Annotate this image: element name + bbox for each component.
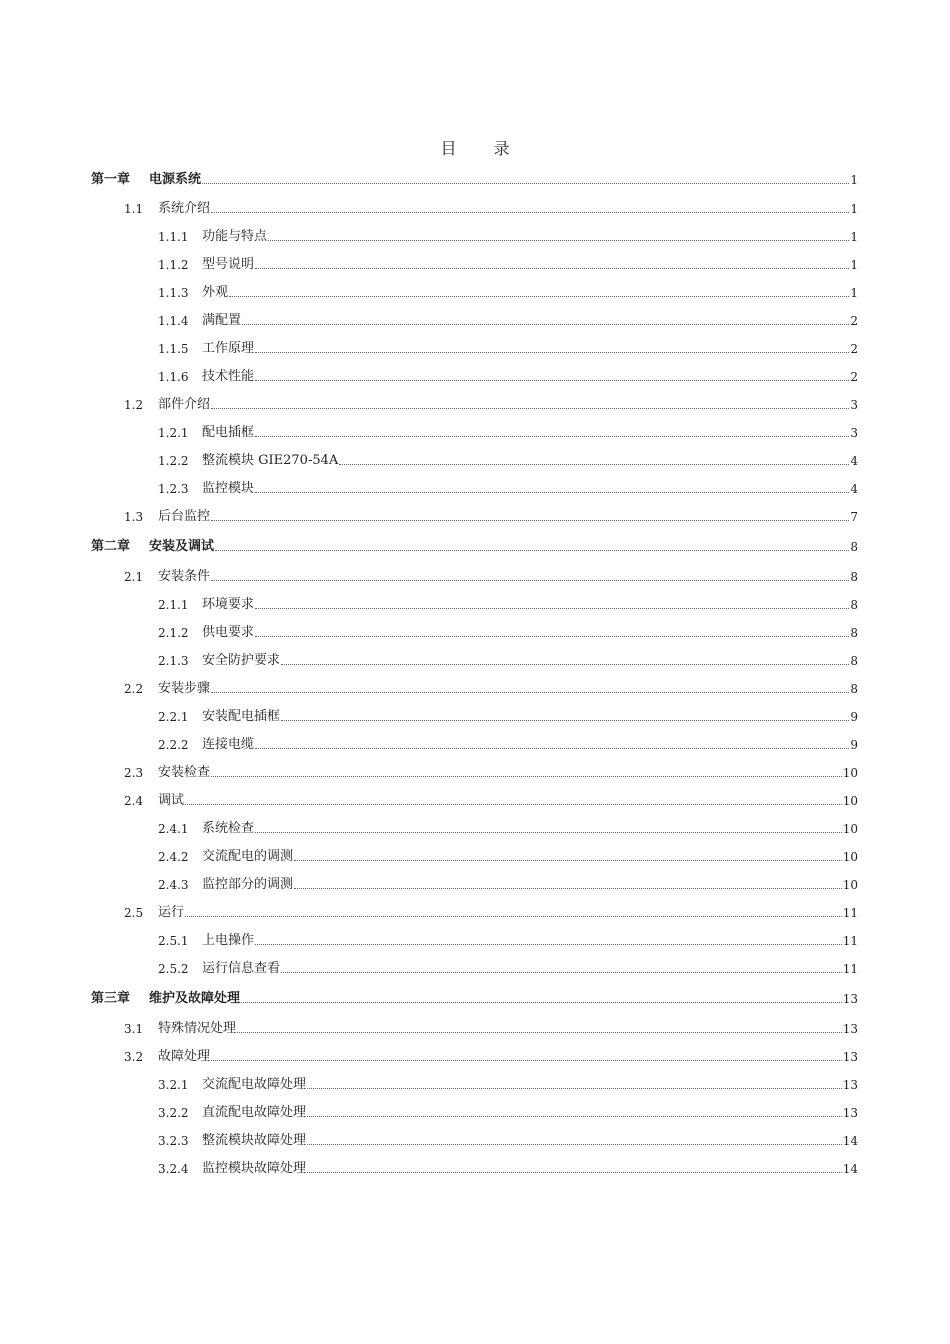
toc-entry[interactable] xyxy=(124,681,858,697)
toc-entry-number: 2.5 xyxy=(124,906,144,920)
toc-entry[interactable] xyxy=(158,453,858,469)
toc-dot-leader xyxy=(268,239,849,241)
toc-entry[interactable] xyxy=(158,229,858,245)
toc-entry-number: 1.1.2 xyxy=(158,258,189,272)
toc-entry-title: 上电操作 xyxy=(202,933,255,948)
toc-entry[interactable] xyxy=(158,1105,858,1121)
toc-entry[interactable] xyxy=(158,961,858,977)
toc-dot-leader xyxy=(307,1087,842,1089)
toc-entry-title: 交流配电故障处理 xyxy=(202,1077,307,1092)
toc-entry-number: 2.1.1 xyxy=(158,598,189,612)
toc-entry-title: 安装步骤 xyxy=(158,681,211,696)
toc-entry-page-number: 11 xyxy=(842,934,858,948)
toc-entry[interactable] xyxy=(158,597,858,613)
toc-entry-page-number: 8 xyxy=(850,598,858,612)
toc-entry-page-number: 4 xyxy=(850,454,858,468)
toc-entry-title: 调试 xyxy=(158,793,185,808)
toc-entry-title: 安装条件 xyxy=(158,569,211,584)
toc-entry[interactable] xyxy=(158,313,858,329)
toc-entry[interactable] xyxy=(158,933,858,949)
toc-entry-title: 安装配电插框 xyxy=(202,709,281,724)
toc-entry-number: 2.1 xyxy=(124,570,144,584)
toc-dot-leader xyxy=(307,1115,842,1117)
toc-entry[interactable] xyxy=(124,765,858,781)
toc-dot-leader xyxy=(242,323,849,325)
toc-entry-page-number: 2 xyxy=(850,342,858,356)
toc-dot-leader xyxy=(255,943,842,945)
toc-entry-number: 2.4.1 xyxy=(158,822,189,836)
toc-entry-title: 整流模块 GIE270-54A xyxy=(202,453,339,468)
toc-dot-leader xyxy=(229,295,849,297)
toc-entry-number: 第三章 xyxy=(91,991,131,1006)
toc-dot-leader xyxy=(202,182,849,184)
toc-entry-page-number: 9 xyxy=(850,710,858,724)
toc-entry-number: 第二章 xyxy=(91,539,131,554)
toc-entry-title: 安装检查 xyxy=(158,765,211,780)
toc-entry-title: 监控模块 xyxy=(202,481,255,496)
toc-entry-title: 故障处理 xyxy=(158,1049,211,1064)
toc-entry[interactable] xyxy=(158,425,858,441)
toc-entry-page-number: 13 xyxy=(842,1022,858,1036)
toc-entry-page-number: 13 xyxy=(842,1078,858,1092)
toc-entry-number: 第一章 xyxy=(91,172,131,187)
toc-entry[interactable] xyxy=(91,172,858,188)
toc-entry[interactable] xyxy=(158,877,858,893)
toc-dot-leader xyxy=(255,607,849,609)
toc-dot-leader xyxy=(215,549,849,551)
toc-entry-title: 型号说明 xyxy=(202,257,255,272)
toc-entry[interactable] xyxy=(124,1021,858,1037)
toc-entry[interactable] xyxy=(124,201,858,217)
toc-entry-page-number: 1 xyxy=(850,202,858,216)
toc-entry[interactable] xyxy=(158,653,858,669)
toc-dot-leader xyxy=(185,803,842,805)
toc-entry-title: 配电插框 xyxy=(202,425,255,440)
toc-entry-page-number: 8 xyxy=(850,682,858,696)
toc-entry-page-number: 9 xyxy=(850,738,858,752)
toc-dot-leader xyxy=(255,747,849,749)
toc-dot-leader xyxy=(211,1059,842,1061)
toc-dot-leader xyxy=(241,1001,842,1003)
toc-dot-leader xyxy=(255,379,849,381)
toc-dot-leader xyxy=(255,491,849,493)
toc-dot-leader xyxy=(339,463,849,465)
toc-entry-number: 1.1.3 xyxy=(158,286,189,300)
toc-entry-page-number: 10 xyxy=(842,766,858,780)
page-title: 目 录 xyxy=(440,139,526,158)
toc-dot-leader xyxy=(211,519,849,521)
toc-entry-title: 直流配电故障处理 xyxy=(202,1105,307,1120)
toc-entry-number: 2.1.2 xyxy=(158,626,189,640)
toc-entry[interactable] xyxy=(91,539,858,555)
toc-entry-page-number: 14 xyxy=(842,1134,858,1148)
toc-entry-number: 3.2.3 xyxy=(158,1134,189,1148)
toc-entry-number: 3.2.4 xyxy=(158,1162,189,1176)
toc-entry-title: 监控模块故障处理 xyxy=(202,1161,307,1176)
toc-entry-page-number: 13 xyxy=(842,1050,858,1064)
toc-entry-number: 2.5.1 xyxy=(158,934,189,948)
toc-entry-number: 2.4 xyxy=(124,794,144,808)
toc-entry-number: 3.2.2 xyxy=(158,1106,189,1120)
toc-dot-leader xyxy=(211,211,849,213)
toc-dot-leader xyxy=(255,267,849,269)
toc-entry-page-number: 2 xyxy=(850,314,858,328)
toc-entry[interactable] xyxy=(158,1077,858,1093)
toc-entry-title: 环境要求 xyxy=(202,597,255,612)
toc-entry-number: 1.1 xyxy=(124,202,144,216)
toc-entry[interactable] xyxy=(158,709,858,725)
toc-entry-page-number: 13 xyxy=(842,992,858,1006)
toc-entry-title: 技术性能 xyxy=(202,369,255,384)
toc-entry-page-number: 8 xyxy=(850,654,858,668)
toc-entry-title: 监控部分的调测 xyxy=(202,877,294,892)
toc-entry[interactable] xyxy=(158,737,858,753)
toc-entry-page-number: 1 xyxy=(850,173,858,187)
toc-dot-leader xyxy=(237,1031,842,1033)
toc-entry-page-number: 11 xyxy=(842,962,858,976)
toc-entry-page-number: 7 xyxy=(850,510,858,524)
toc-entry[interactable] xyxy=(158,849,858,865)
toc-dot-leader xyxy=(255,351,849,353)
toc-dot-leader xyxy=(255,635,849,637)
toc-entry[interactable] xyxy=(124,569,858,585)
toc-entry-page-number: 13 xyxy=(842,1106,858,1120)
toc-dot-leader xyxy=(255,435,849,437)
toc-entry[interactable] xyxy=(158,481,858,497)
toc-entry-title: 工作原理 xyxy=(202,341,255,356)
toc-entry[interactable] xyxy=(158,369,858,385)
toc-entry[interactable] xyxy=(124,509,858,525)
toc-entry-number: 2.3 xyxy=(124,766,144,780)
toc-entry-page-number: 4 xyxy=(850,482,858,496)
toc-entry-page-number: 10 xyxy=(842,822,858,836)
toc-entry-title: 系统检查 xyxy=(202,821,255,836)
toc-entry-title: 供电要求 xyxy=(202,625,255,640)
toc-dot-leader xyxy=(307,1143,842,1145)
toc-entry-number: 1.2.3 xyxy=(158,482,189,496)
toc-entry-title: 安装及调试 xyxy=(149,539,215,554)
toc-entry-page-number: 8 xyxy=(850,540,858,554)
toc-entry-number: 1.2.1 xyxy=(158,426,189,440)
toc-entry[interactable] xyxy=(124,397,858,413)
toc-entry-title: 运行 xyxy=(158,905,185,920)
toc-entry-title: 特殊情况处理 xyxy=(158,1021,237,1036)
toc-entry-title: 后台监控 xyxy=(158,509,211,524)
toc-entry-title: 功能与特点 xyxy=(202,229,268,244)
toc-entry[interactable] xyxy=(124,905,858,921)
toc-entry[interactable] xyxy=(158,341,858,357)
toc-entry-page-number: 8 xyxy=(850,570,858,584)
toc-entry-number: 1.3 xyxy=(124,510,144,524)
toc-entry[interactable] xyxy=(124,793,858,809)
toc-entry[interactable] xyxy=(158,1161,858,1177)
toc-entry[interactable] xyxy=(158,821,858,837)
toc-entry[interactable] xyxy=(124,1049,858,1065)
toc-entry-number: 2.1.3 xyxy=(158,654,189,668)
toc-dot-leader xyxy=(211,691,849,693)
toc-entry[interactable] xyxy=(158,1133,858,1149)
toc-entry-title: 连接电缆 xyxy=(202,737,255,752)
toc-entry-title: 维护及故障处理 xyxy=(149,991,241,1006)
toc-entry-title: 部件介绍 xyxy=(158,397,211,412)
toc-entry-number: 2.4.3 xyxy=(158,878,189,892)
toc-entry-number: 3.2.1 xyxy=(158,1078,189,1092)
toc-entry-number: 2.2.1 xyxy=(158,710,189,724)
toc-entry-title: 满配置 xyxy=(202,313,242,328)
toc-entry-title: 外观 xyxy=(202,285,229,300)
toc-entry-title: 运行信息查看 xyxy=(202,961,281,976)
toc-entry-number: 3.2 xyxy=(124,1050,144,1064)
toc-entry-page-number: 1 xyxy=(850,230,858,244)
toc-entry-page-number: 8 xyxy=(850,626,858,640)
toc-entry-number: 1.1.6 xyxy=(158,370,189,384)
toc-dot-leader xyxy=(294,887,842,889)
toc-entry-title: 交流配电的调测 xyxy=(202,849,294,864)
toc-entry-number: 2.2 xyxy=(124,682,144,696)
toc-entry-number: 2.5.2 xyxy=(158,962,189,976)
toc-dot-leader xyxy=(211,775,842,777)
toc-entry-number: 1.1.1 xyxy=(158,230,189,244)
toc-dot-leader xyxy=(211,407,849,409)
toc-entry-page-number: 1 xyxy=(850,286,858,300)
toc-entry-title: 电源系统 xyxy=(149,172,202,187)
toc-entry[interactable] xyxy=(158,257,858,273)
toc-entry[interactable] xyxy=(158,625,858,641)
toc-entry-number: 2.4.2 xyxy=(158,850,189,864)
toc-entry-number: 1.2 xyxy=(124,398,144,412)
toc-entry-page-number: 2 xyxy=(850,370,858,384)
toc-dot-leader xyxy=(185,915,842,917)
toc-dot-leader xyxy=(307,1171,842,1173)
toc-dot-leader xyxy=(211,579,849,581)
toc-entry-page-number: 11 xyxy=(842,906,858,920)
toc-dot-leader xyxy=(255,831,842,833)
toc-entry-number: 3.1 xyxy=(124,1022,144,1036)
toc-entry[interactable] xyxy=(158,285,858,301)
toc-entry-page-number: 10 xyxy=(842,850,858,864)
toc-entry-number: 1.1.4 xyxy=(158,314,189,328)
toc-entry-number: 1.1.5 xyxy=(158,342,189,356)
toc-entry-page-number: 3 xyxy=(850,398,858,412)
toc-entry-page-number: 3 xyxy=(850,426,858,440)
toc-entry-title: 整流模块故障处理 xyxy=(202,1133,307,1148)
toc-dot-leader xyxy=(294,859,842,861)
toc-entry[interactable] xyxy=(91,991,858,1007)
toc-dot-leader xyxy=(281,663,849,665)
toc-entry-page-number: 10 xyxy=(842,794,858,808)
toc-entry-page-number: 10 xyxy=(842,878,858,892)
toc-entry-number: 2.2.2 xyxy=(158,738,189,752)
toc-dot-leader xyxy=(281,971,842,973)
toc-entry-title: 安全防护要求 xyxy=(202,653,281,668)
toc-entry-page-number: 1 xyxy=(850,258,858,272)
toc-entry-number: 1.2.2 xyxy=(158,454,189,468)
toc-entry-title: 系统介绍 xyxy=(158,201,211,216)
toc-entry-page-number: 14 xyxy=(842,1162,858,1176)
toc-dot-leader xyxy=(281,719,849,721)
